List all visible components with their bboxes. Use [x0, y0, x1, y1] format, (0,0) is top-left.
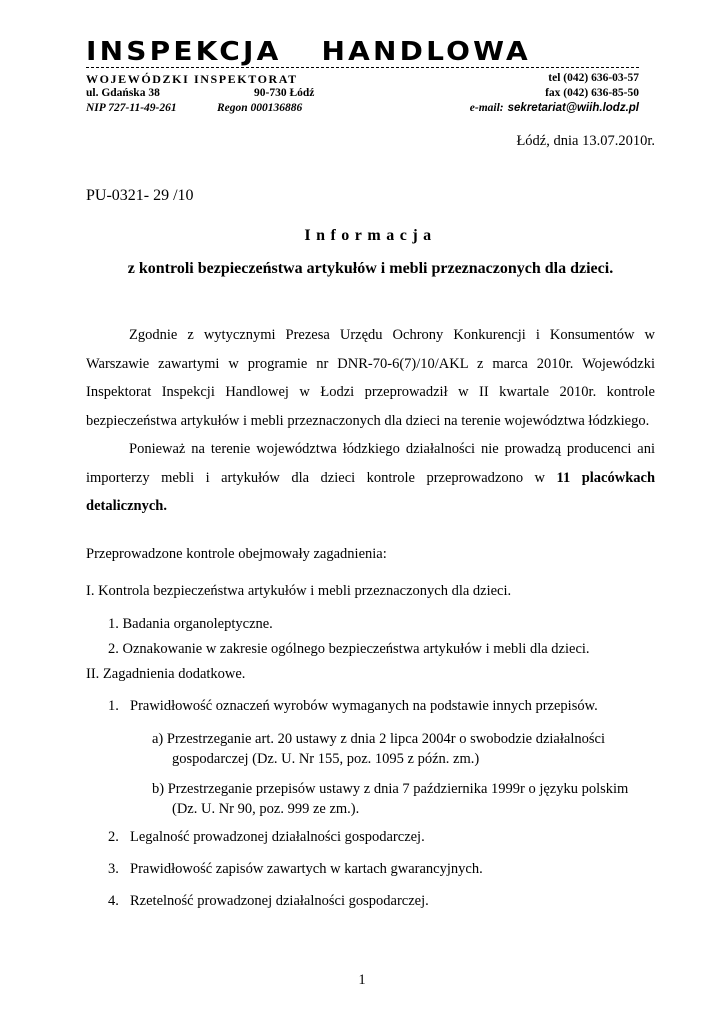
list-text: Rzetelność prowadzonej działalności gospodarczej. [130, 893, 429, 909]
document-subtitle: z kontroli bezpieczeństwa artykułów i mebli przeznaczonych dla dzieci. [127, 260, 614, 277]
section-1-item-1: 1. Badania organoleptyczne. [108, 616, 273, 632]
subitem-b-line-2: (Dz. U. Nr 90, poz. 999 ze zm.). [172, 801, 360, 817]
letterhead-row-3 [86, 102, 639, 114]
nip-number: NIP 727-11-49-261 [86, 102, 177, 114]
document-date: Łódź, dnia 13.07.2010r. [516, 133, 655, 149]
list-text: Prawidłowość oznaczeń wyrobów wymaganych na podstawie innych przepisów. [130, 698, 598, 714]
section-2-item-1 [108, 698, 598, 715]
list-number: 1. [108, 698, 119, 714]
paragraph-2-bold: 11 placówkach detalicznych. [86, 469, 656, 514]
letterhead-row-1 [86, 72, 639, 87]
inspectorate-name: WOJEWÓDZKI INSPEKTORAT [86, 72, 298, 86]
list-text: Prawidłowość zapisów zawartych w kartach gwarancyjnych. [130, 861, 483, 877]
subitem-b [152, 779, 628, 819]
phone-number: tel (042) 636-03-57 [548, 72, 639, 84]
list-number: 3. [108, 861, 119, 877]
regon-number: Regon 000136886 [217, 102, 303, 114]
page-number: 1 [358, 972, 366, 988]
subitem-a-line-1: a) Przestrzeganie art. 20 ustawy z dnia 2 lipca 2004r o swobodzie działalności [152, 731, 605, 747]
paragraph-2-text: Ponieważ na terenie województwa łódzkiego działalności nie prowadzą producenci ani importerzy mebli i artykułów dla dzieci kontrole przeprowadzono w [86, 441, 655, 486]
email-address: sekretariat@wiih.lodz.pl [507, 102, 639, 114]
list-text: Legalność prowadzonej działalności gospodarczej. [130, 829, 425, 845]
letterhead-row-2 [86, 87, 639, 99]
document-title: Informacja [304, 227, 437, 244]
letterhead-logo [86, 38, 639, 66]
section-2-item-2 [108, 829, 425, 846]
subitem-b-line-1: b) Przestrzeganie przepisów ustawy z dnia 7 października 1999r o języku polskim [152, 781, 629, 797]
street-address: ul. Gdańska 38 [86, 87, 160, 99]
reference-number: PU-0321- 29 /10 [86, 187, 194, 204]
section-1-item-2: 2. Oznakowanie w zakresie ogólnego bezpieczeństwa artykułów i mebli dla dzieci. [108, 641, 590, 657]
section-2-heading: II. Zagadnienia dodatkowe. [86, 666, 246, 682]
logo-word-inspekcja: INSPEKCJA [86, 38, 282, 66]
letterhead-divider [86, 67, 639, 68]
section-1-heading: I. Kontrola bezpieczeństwa artykułów i mebli przeznaczonych dla dzieci. [86, 583, 512, 599]
paragraph-1: Zgodnie z wytycznymi Prezesa Urzędu Ochrony Konkurencji i Konsumentów w Warszawie zawartymi w programie nr DNR-70-6(7)/10/AKL z marca 2010r. Wojewódzki Inspektorat Inspekcji Handlowej w Łodzi przeprowadził w II kwartale 2010r. kontrole bezpieczeństwa artykułów i mebli przeznaczonych dla dzieci na terenie województwa łódzkiego. [86, 327, 655, 429]
paragraph-2 [86, 435, 655, 521]
section-2-item-4 [108, 893, 429, 910]
logo-word-handlowa: HANDLOWA [321, 38, 531, 66]
fax-number: fax (042) 636-85-50 [545, 87, 639, 99]
section-2-item-3 [108, 861, 483, 878]
list-number: 4. [108, 893, 119, 909]
subitem-a [152, 729, 605, 769]
subitem-a-line-2: gospodarczej (Dz. U. Nr 155, poz. 1095 z późn. zm.) [172, 751, 480, 767]
postal-city: 90-730 Łódź [254, 87, 315, 99]
list-number: 2. [108, 829, 119, 845]
email-label: e-mail: [469, 102, 504, 114]
scope-intro: Przeprowadzone kontrole obejmowały zagadnienia: [86, 546, 387, 562]
